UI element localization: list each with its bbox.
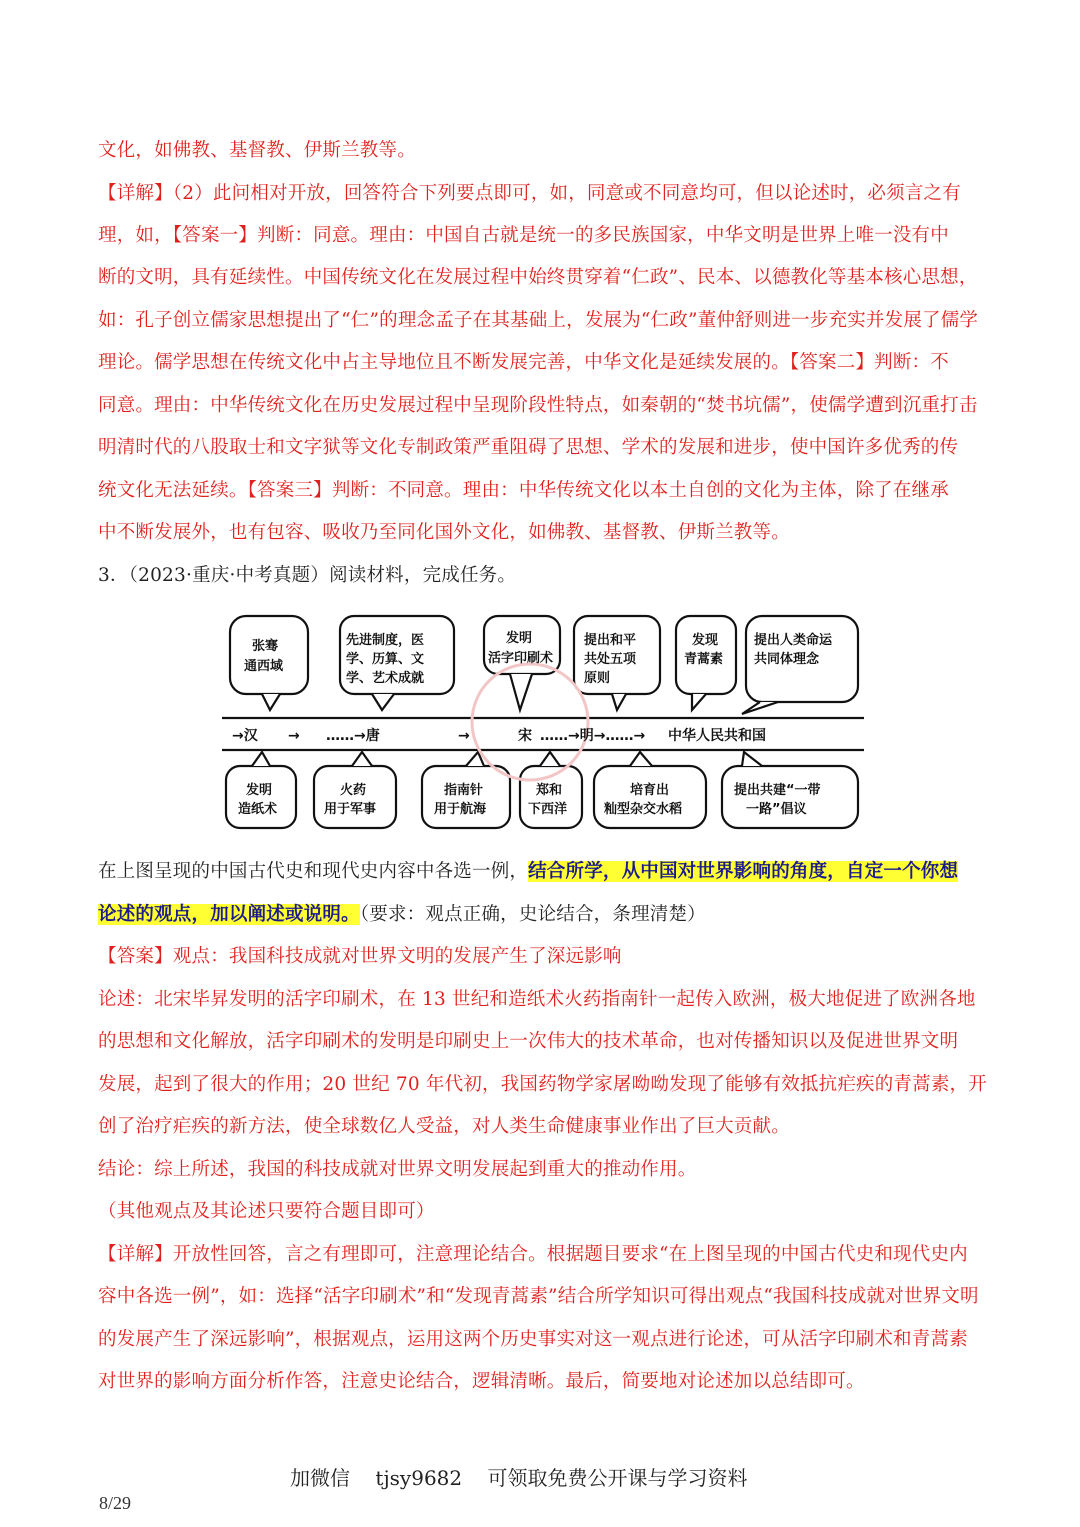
timeline-era: ……→明→……→ <box>540 728 646 744</box>
diagram-label: 发现 <box>692 633 719 648</box>
answer-line: （其他观点及其论述只要符合题目即可） <box>98 1201 435 1222</box>
diagram-label: 先进制度，医 <box>346 633 425 648</box>
answer-line: 论述：北宋毕昇发明的活字印刷术，在 13 世纪和造纸术火药指南针一起传入欧洲，极大地促进了欧洲各地 <box>98 989 976 1010</box>
timeline-era: →汉 <box>232 728 258 744</box>
diagram-label: 造纸术 <box>238 802 278 817</box>
answer-line: 容中各选一例”，如：选择“活字印刷术”和“发现青蒿素”结合所学知识可得出观点“我国科技成就对世界文明 <box>98 1286 979 1307</box>
task-prompt-text: 在上图呈现的中国古代史和现代史内容中各选一例， <box>98 861 529 882</box>
answer-line: 的发展产生了深远影响”，根据观点，运用这两个历史事实对这一观点进行论述，可从活字印刷术和青蒿素 <box>98 1329 968 1350</box>
diagram-label: 郑和 <box>536 783 563 798</box>
diagram-label: 培育出 <box>630 783 670 798</box>
diagram-label: 提出人类命运 <box>754 633 833 648</box>
diagram-label: 指南针 <box>444 783 484 798</box>
diagram-label: 原则 <box>584 671 611 686</box>
diagram-label: 下西洋 <box>528 802 568 817</box>
task-prompt-line <box>98 859 982 885</box>
diagram-label: 共处五项 <box>584 652 637 667</box>
answer-line: 对世界的影响方面分析作答，注意史论结合，逻辑清晰。最后，简要地对论述加以总结即可。 <box>98 1371 865 1392</box>
question-heading: 3．（2023·重庆·中考真题）阅读材料，完成任务。 <box>98 565 517 586</box>
answer-line: 结论：综上所述，我国的科技成就对世界文明发展起到重大的推动作用。 <box>98 1159 697 1180</box>
diagram-label: 学、历算、文 <box>346 652 425 667</box>
highlighted-requirement: 论述的观点，加以阐述或说明。 <box>98 904 360 925</box>
timeline-era: 中华人民共和国 <box>668 728 766 744</box>
diagram-label: 提出和平 <box>584 633 637 648</box>
diagram-label: 籼型杂交水稻 <box>604 802 683 817</box>
answer-line: 【详解】开放性回答，言之有理即可，注意理论结合。根据题目要求“在上图呈现的中国古代史和现代史内 <box>98 1244 968 1265</box>
diagram-label: 活字印刷术 <box>488 651 554 666</box>
text-line: 如：孔子创立儒家思想提出了“仁”的理念孟子在其基础上，发展为“仁政”董仲舒则进一步充实并发展了儒学 <box>98 310 979 331</box>
task-prompt-line <box>98 902 982 928</box>
text-line: 文化，如佛教、基督教、伊斯兰教等。 <box>98 140 416 161</box>
text-line: 同意。理由：中华传统文化在历史发展过程中呈现阶段性特点，如秦朝的“焚书坑儒”，使儒学遭到沉重打击 <box>98 395 978 416</box>
text-line: 理论。儒学思想在传统文化中占主导地位且不断发展完善，中华文化是延续发展的。【答案二】判断：不 <box>98 352 949 373</box>
diagram-label: 张骞 <box>252 639 279 654</box>
diagram-label: 发明 <box>506 631 533 646</box>
diagram-label: 发明 <box>246 783 273 798</box>
task-requirement-note: （要求：观点正确，史论结合，条理清楚） <box>359 904 706 925</box>
diagram-label: 一路”倡议 <box>746 802 807 817</box>
diagram-label: 火药 <box>340 783 367 798</box>
footer-promo: 加微信 tjsy9682 可领取免费公开课与学习资料 <box>290 1466 748 1490</box>
timeline-era: ……→唐 <box>326 728 380 744</box>
text-line: 理，如，【答案一】判断：同意。理由：中国自古就是统一的多民族国家，中华文明是世界上唯一没有中 <box>98 225 949 246</box>
diagram-label: 学、艺术成就 <box>346 671 425 686</box>
answer-line: 的思想和文化解放，活字印刷术的发明是印刷史上一次伟大的技术革命，也对传播知识以及促进世界文明 <box>98 1031 959 1052</box>
answer-line: 发展，起到了很大的作用；20 世纪 70 年代初，我国药物学家屠呦呦发现了能够有效抵抗疟疾的青蒿素，开 <box>98 1074 987 1095</box>
text-line: 断的文明，具有延续性。中国传统文化在发展过程中始终贯穿着“仁政”、民本、以德教化等基本核心思想， <box>98 267 978 288</box>
answer-line: 【答案】观点：我国科技成就对世界文明的发展产生了深远影响 <box>98 946 622 967</box>
timeline-arrow: → <box>458 728 470 744</box>
diagram-label: 提出共建“一带 <box>734 783 821 798</box>
highlighted-requirement: 结合所学，从中国对世界影响的角度，自定一个你想 <box>528 861 959 882</box>
diagram-label: 共同体理念 <box>754 652 820 667</box>
text-line: 中不断发展外，也有包容、吸收乃至同化国外文化，如佛教、基督教、伊斯兰教等。 <box>98 522 790 543</box>
timeline-era: 宋 <box>518 728 532 744</box>
diagram-label: 用于军事 <box>324 802 377 817</box>
timeline-arrow: → <box>288 728 300 744</box>
diagram-label: 通西域 <box>244 659 284 674</box>
text-line: 明清时代的八股取士和文字狱等文化专制政策严重阻碍了思想、学术的发展和进步，使中国许多优秀的传 <box>98 437 959 458</box>
history-timeline-diagram <box>222 610 864 838</box>
text-line: 统文化无法延续。【答案三】判断：不同意。理由：中华传统文化以本土自创的文化为主体，除了在继承 <box>98 480 949 501</box>
text-line: 【详解】（2）此问相对开放，回答符合下列要点即可，如，同意或不同意均可，但以论述时，必须言之有 <box>98 183 961 204</box>
diagram-label: 青蒿素 <box>684 652 724 667</box>
diagram-label: 用于航海 <box>434 802 487 817</box>
page-number: 8/29 <box>99 1493 132 1513</box>
answer-line: 创了治疗疟疾的新方法，使全球数亿人受益，对人类生命健康事业作出了巨大贡献。 <box>98 1116 790 1137</box>
